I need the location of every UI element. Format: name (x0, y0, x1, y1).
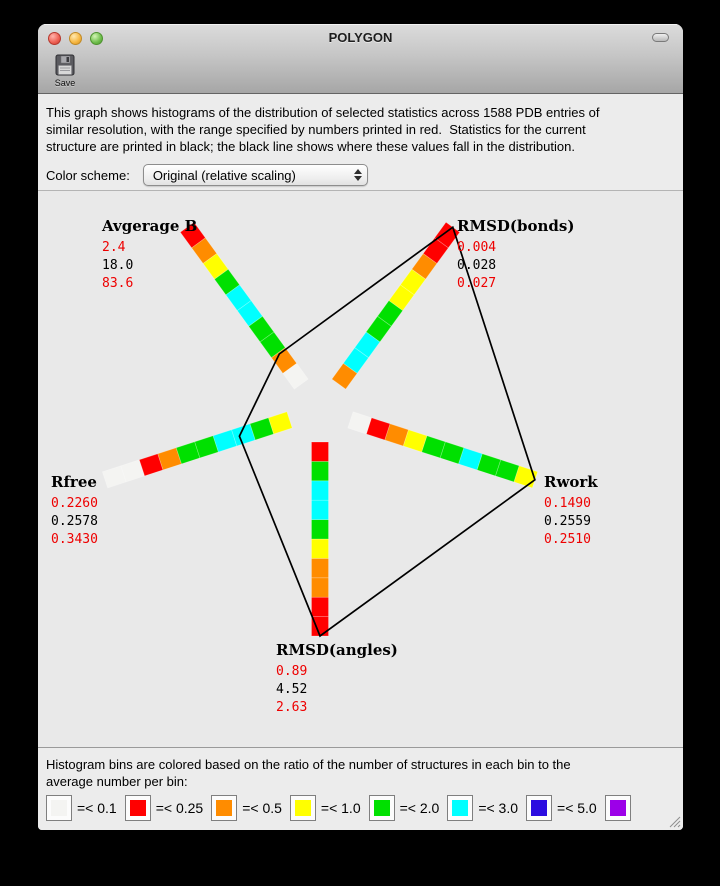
legend-swatch-cyan (447, 795, 473, 821)
radar-plot-area (38, 190, 683, 748)
axis-label-rwork (544, 473, 598, 549)
legend-bin-blue (526, 795, 597, 821)
polygon-window (38, 24, 683, 830)
toolbar-toggle-button[interactable] (652, 33, 669, 42)
legend-bin-purple (605, 795, 631, 821)
legend-bin-green (369, 795, 440, 821)
description-line: This graph shows histograms of the distribution of selected statistics across 1588 PDB entries of (46, 105, 600, 120)
legend-bin-red (125, 795, 204, 821)
description-panel (38, 94, 683, 190)
description-line: structure are printed in black; the black line shows where these values fall in the distribution. (46, 139, 575, 154)
axis-label-avgerage-b (102, 217, 197, 293)
axis-min-value: 0.1490 (544, 496, 591, 511)
legend-bin-yellow (290, 795, 361, 821)
legend-bin-label: =< 0.5 (242, 800, 282, 816)
legend-swatch-blue (526, 795, 552, 821)
axis-current-value: 0.2578 (51, 514, 98, 529)
legend-bin-label: =< 5.0 (557, 800, 597, 816)
legend-swatch-purple (605, 795, 631, 821)
legend-bin-orange (211, 795, 282, 821)
legend-intro-line: average number per bin: (46, 774, 188, 789)
axis-min-value: 0.2260 (51, 496, 98, 511)
title-bar[interactable] (38, 24, 683, 52)
window-title: POLYGON (328, 30, 393, 45)
axis-title: Avgerage B (102, 217, 198, 235)
resize-grip[interactable] (669, 816, 681, 828)
legend-bin-cyan (447, 795, 518, 821)
legend-bin-label: =< 0.25 (155, 800, 204, 816)
axis-max-value: 83.6 (102, 276, 134, 291)
floppy-disk-icon (53, 53, 77, 77)
legend-swatch-yellow (290, 795, 316, 821)
axis-title: Rfree (51, 473, 97, 491)
dropdown-arrows-icon (349, 165, 367, 185)
axis-min-value: 0.004 (457, 240, 497, 255)
color-scheme-label: Color scheme: (46, 167, 130, 183)
legend-swatch-green (369, 795, 395, 821)
axis-label-rfree (51, 473, 98, 549)
axis-label-rmsd-angles (276, 641, 398, 717)
color-scheme-selected-value: Original (relative scaling) (152, 167, 296, 183)
axis-min-value: 0.89 (276, 664, 308, 679)
axis-current-value: 0.2559 (544, 514, 591, 529)
axis-max-value: 2.63 (276, 700, 308, 715)
legend-intro-line: Histogram bins are colored based on the ratio of the number of structures in each bin to the (46, 757, 571, 772)
axis-title: RMSD(bonds) (457, 217, 575, 235)
legend-swatch-orange (211, 795, 237, 821)
legend-bin-row (46, 795, 675, 821)
legend-bin-label: =< 2.0 (399, 800, 440, 816)
legend-bin-label: =< 3.0 (478, 800, 519, 816)
axis-min-value: 2.4 (102, 240, 126, 255)
save-button[interactable] (46, 53, 84, 93)
axis-title: Rwork (544, 473, 598, 491)
axis-max-value: 0.3430 (51, 532, 98, 547)
axis-max-value: 0.027 (457, 276, 497, 291)
axis-label-rmsd-bonds (457, 217, 574, 293)
legend-bin-label: =< 0.1 (77, 800, 117, 816)
description-line: similar resolution, with the range specified by numbers printed in red. Statistics for the current (46, 122, 586, 137)
toolbar (38, 52, 683, 93)
legend-bin-label: =< 1.0 (320, 800, 361, 816)
legend-swatch-red (125, 795, 151, 821)
axis-current-value: 4.52 (276, 682, 308, 697)
axis-current-value: 0.028 (457, 258, 497, 273)
axis-max-value: 0.2510 (544, 532, 591, 547)
axis-title: RMSD(angles) (276, 641, 398, 659)
legend-swatch-white (46, 795, 72, 821)
legend-bin-white (46, 795, 117, 821)
window-chrome (38, 24, 683, 94)
color-scheme-dropdown[interactable] (143, 164, 368, 186)
axis-current-value: 18.0 (102, 258, 134, 273)
save-button-label: Save (54, 78, 76, 88)
legend-panel (38, 748, 683, 830)
